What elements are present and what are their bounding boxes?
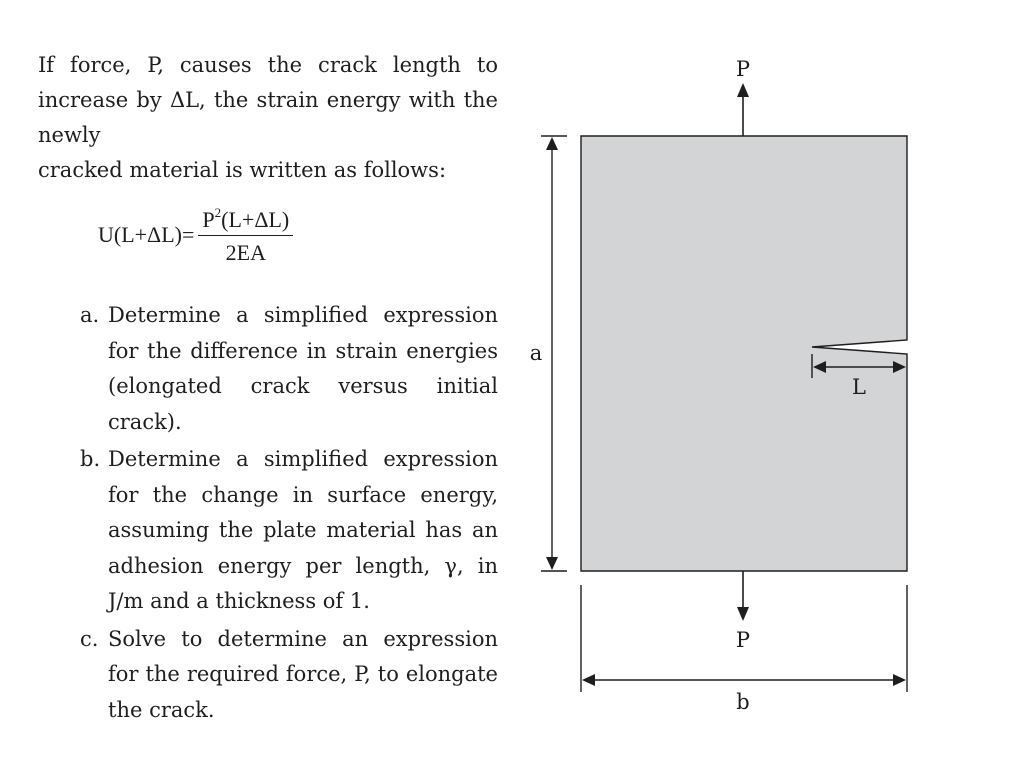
equation-denominator: 2EA (225, 239, 266, 265)
bottom-force-arrowhead (737, 607, 749, 621)
question-text: Determine a simplified expression for the change in surface energy, assuming the plate material has an adhesion energy per length, γ, in J/m and a thickness of 1. (108, 447, 498, 613)
top-force-label: P (735, 57, 751, 81)
width-label: b (736, 690, 750, 714)
intro-line-1: If force, P, causes the crack length to increase (38, 53, 498, 112)
height-arrowhead-bottom (546, 557, 558, 570)
question-marker: b. (80, 447, 101, 471)
equation-lhs: U(L+ΔL)= (98, 222, 195, 247)
intro-line-3: cracked material is written as follows: (38, 158, 447, 182)
height-label: a (529, 341, 543, 365)
plate-body (581, 136, 907, 571)
numerator-rest: (L+ΔL) (221, 206, 290, 232)
question-marker: a. (80, 303, 100, 327)
numerator-exponent: 2 (214, 204, 222, 220)
width-arrowhead-right (893, 674, 906, 686)
question-text: Solve to determine an expression for the required force, P, to elongate the crack. (108, 626, 498, 722)
width-arrowhead-left (582, 674, 595, 686)
bottom-force-label: P (735, 628, 751, 652)
intro-line-2: by ΔL, the strain energy with the newly (38, 88, 498, 147)
numerator-base: P (202, 206, 215, 232)
top-force-arrowhead (737, 83, 749, 97)
question-marker: c. (80, 626, 99, 651)
crack-length-label: L (852, 375, 866, 399)
question-text: Determine a simplified expression for the difference in strain energies (elongated crack versus initial crack). (108, 303, 498, 434)
height-arrowhead-top (546, 137, 558, 150)
